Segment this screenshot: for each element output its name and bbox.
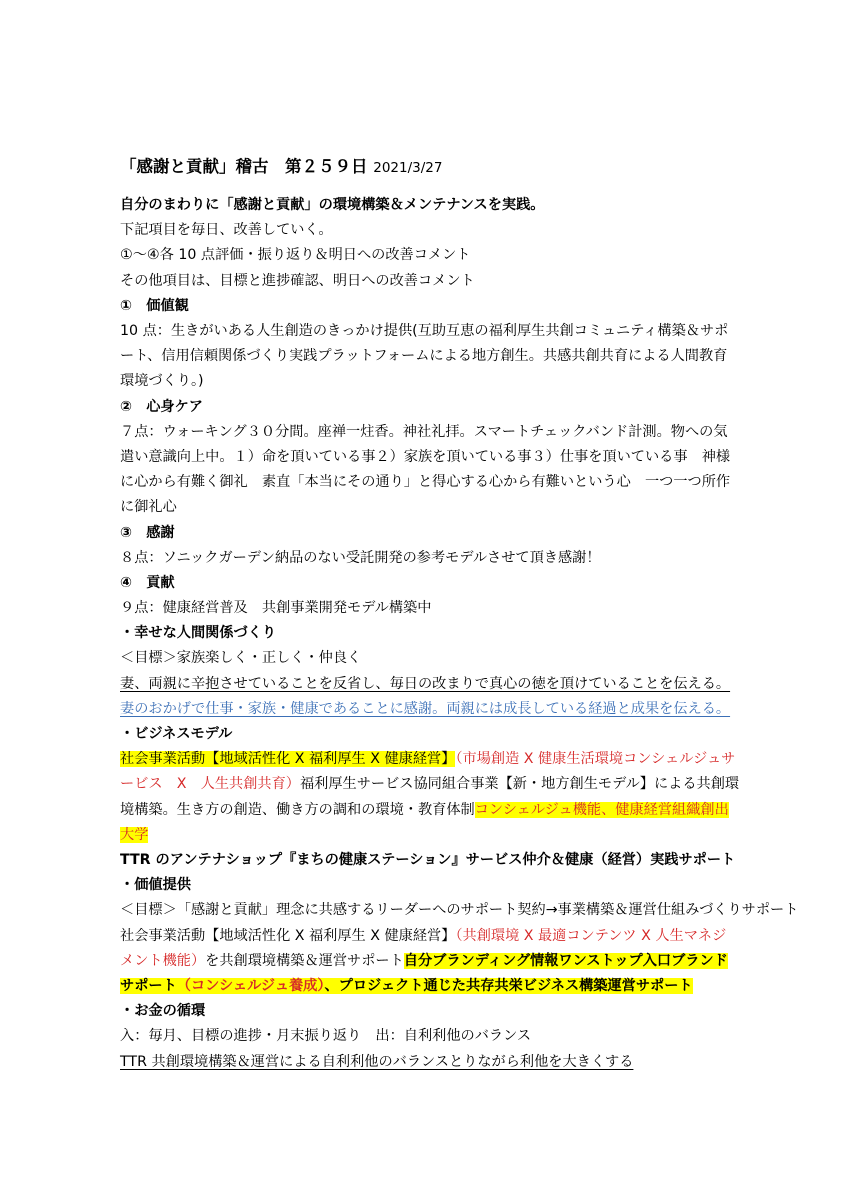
intro-lead: 自分のまわりに「感謝と貢献」の環境構築＆メンテナンスを実践。 (120, 197, 545, 213)
business-black-text: 福利厚生サービス協同組合事業【新・地方創生モデル】による共創環境構築。生き方の創造、働き方の調和の環境・教育体制 (120, 776, 740, 818)
section-body-values: 10 点：生きがいある人生創造のきっかけ提供(互助互恵の福利厚生共創コミュニティ構築＆サポート、信用信頼関係づくり実践プラットフォームによる地方創生。共感共創共育による人間教育環境づくり。) (120, 322, 729, 390)
relations-body (120, 672, 740, 722)
section-body-contribution: ９点：健康経営普及 共創事業開発モデル構築中 (120, 600, 432, 617)
page-title (120, 150, 740, 184)
value-highlight-bold-2: 、プロジェクト通じた共存共栄ビジネス構築運営サポート (324, 978, 693, 995)
value-goal: ＜目標＞「感謝と貢献」理念に共感するリーダーへのサポート契約→事業構築＆運営仕組みづくりサポート (120, 902, 799, 919)
value-black-text-2: を共創環境構築＆運営サポート (205, 952, 404, 969)
value-highlight-bold: 自分ブランディング情報ワンストップ入口ブランドサポート (120, 952, 728, 995)
intro-line-3: その他項目は、目標と進捗確認、明日への改善コメント (120, 272, 475, 289)
title-date: 2021/3/27 (373, 160, 443, 176)
relations-goal: ＜目標＞家族楽しく・正しく・仲良く (120, 650, 362, 667)
relations-body-blue: 妻のおかげで仕事・家族・健康であることに感謝。両親には成長している経過と成果を伝える。 (120, 700, 731, 717)
section-heading-contribution: ④ 貢献 (120, 574, 175, 591)
relations-heading: ・幸せな人間関係づくり (120, 625, 277, 642)
business-highlight-end: コンシェルジュ機能、健康経営組織創出大学 (120, 801, 729, 843)
section-body-care: ７点：ウォーキング３０分間。座禅一炷香。神社礼拝。スマートチェックバンド計測。物への気遣い意識向上中。１）命を頂いている事２）家族を頂いている事３）仕事を頂いている事 神様に心から有難く御礼 素直「本当にその通り」と得心する心から有難いという心 一つ一つ所作に御礼心 (120, 423, 731, 516)
value-red-text: （共創環境 X 最適コンテンツ X 人生マネジメント機能） (120, 927, 727, 969)
section-heading-care: ② 心身ケア (120, 398, 203, 415)
business-heading: ・ビジネスモデル (120, 726, 233, 743)
business-antenna-shop: TTR のアンテナショップ『まちの健康ステーション』サービス仲介＆健康（経営）実践サポート (120, 852, 736, 869)
business-highlight: 社会事業活動【地域活性化 X 福利厚生 X 健康経営】 (120, 751, 456, 768)
money-line-2: TTR 共創環境構築＆運営による自利利他のバランスとりながら利他を大きくする (120, 1053, 634, 1070)
title-text: 「感謝と貢献」稽古 第２５９日 (120, 157, 368, 176)
intro-line-1: 下記項目を毎日、改善していく。 (120, 222, 333, 239)
money-line-1: 入：毎月、目標の進捗・月末振り返り 出：自利利他のバランス (120, 1028, 532, 1045)
value-black-text: 社会事業活動【地域活性化 X 福利厚生 X 健康経営】 (120, 927, 456, 944)
relations-body-black: 妻、両親に辛抱させていることを反省し、毎日の改まりで真心の徳を頂けていることを伝える。 (120, 675, 731, 692)
intro-line-2: ①～④各 10 点評価・振り返り＆明日への改善コメント (120, 247, 471, 264)
value-paragraph (120, 924, 740, 1000)
value-heading: ・価値提供 (120, 877, 191, 894)
business-red-text: （市場創造 X 健康生活環境コンシェルジュサービス X 人生共創共育） (120, 751, 736, 793)
value-highlight-red: （コンシェルジュ養成） (176, 978, 325, 995)
section-heading-gratitude: ③ 感謝 (120, 524, 175, 541)
section-heading-values: ① 価値観 (120, 297, 189, 314)
money-heading: ・お金の循環 (120, 1003, 206, 1020)
document-page (120, 150, 799, 1075)
business-paragraph (120, 747, 740, 848)
section-body-gratitude: ８点：ソニックガーデン納品のない受託開発の参考モデルさせて頂き感謝！ (120, 549, 601, 566)
